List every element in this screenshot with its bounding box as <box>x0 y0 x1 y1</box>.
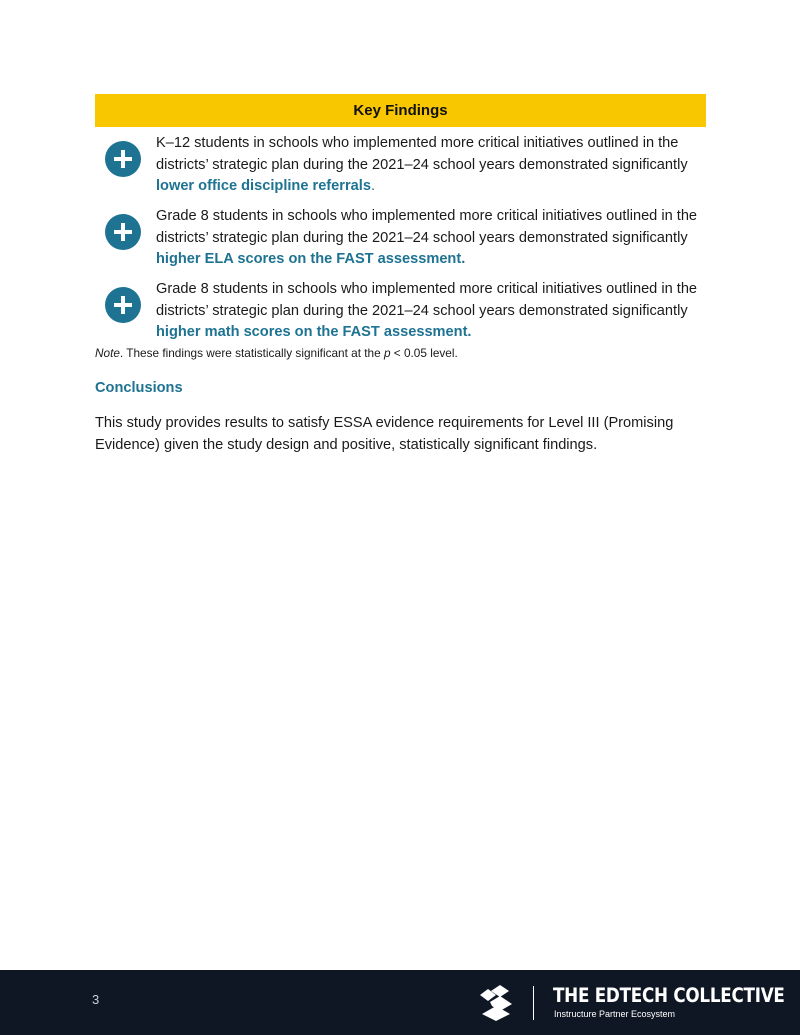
finding-text: Grade 8 students in schools who implemented more critical initiatives outlined in the districts’ strategic plan during the 2021–24 school years demonstrated significantly higher ELA scores on the FAST assessment. <box>156 208 698 267</box>
key-findings-title: Key Findings <box>353 102 448 119</box>
key-findings-header <box>95 94 706 127</box>
finding-text: K–12 students in schools who implemented more critical initiatives outlined in the districts’ strategic plan during the 2021–24 school years demonstrated significantly lower office discipline referrals. <box>156 135 688 194</box>
conclusions-paragraph: This study provides results to satisfy ESSA evidence requirements for Level III (Promising Evidence) given the study design and positive, statistically significant findings. <box>95 415 674 453</box>
findings-note: Note. These findings were statistically significant at the p < 0.05 level. <box>95 346 458 360</box>
plus-circle-icon <box>105 141 141 177</box>
finding-highlight: lower office discipline referrals <box>156 178 371 194</box>
finding-highlight: higher math scores on the FAST assessment. <box>156 324 472 340</box>
finding-text: Grade 8 students in schools who implemented more critical initiatives outlined in the districts’ strategic plan during the 2021–24 school years demonstrated significantly higher math scores on the FAST assessment. <box>156 281 698 340</box>
edtech-collective-logo-icon <box>478 984 514 1022</box>
brand-title: THE EDTECH COLLECTIVE <box>553 984 785 1007</box>
logo-divider <box>533 986 534 1020</box>
brand-subtitle: Instructure Partner Ecosystem <box>554 1009 676 1019</box>
plus-circle-icon <box>105 214 141 250</box>
conclusions-heading: Conclusions <box>95 380 183 396</box>
page-number: 3 <box>92 992 100 1007</box>
finding-highlight: higher ELA scores on the FAST assessment. <box>156 251 466 267</box>
page-footer <box>0 970 800 1035</box>
plus-circle-icon <box>105 287 141 323</box>
